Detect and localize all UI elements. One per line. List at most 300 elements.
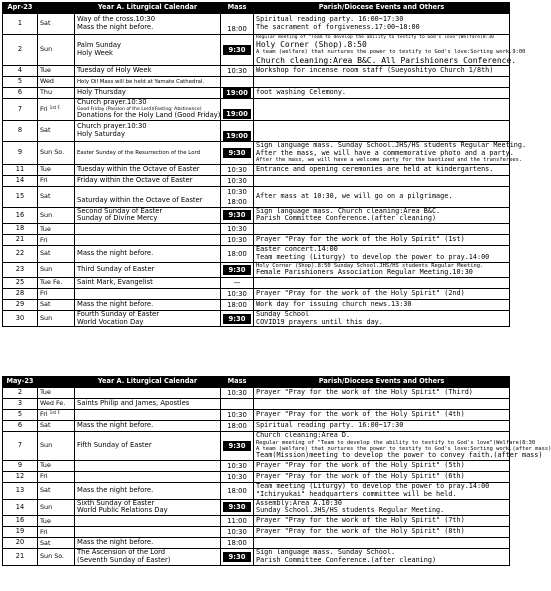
liturgical-line: Saints Philip and James, Apostles — [77, 399, 190, 408]
weekday-cell — [38, 277, 75, 288]
date-cell — [3, 516, 38, 527]
weekday-value: Tue — [40, 224, 51, 233]
date-cell — [3, 246, 38, 263]
mass-time-cell — [221, 421, 254, 432]
parish-event-line: Workshop for incense room staff (Sueyoshityo Church 1/8th) — [256, 65, 494, 74]
date-cell — [3, 235, 38, 246]
parish-events-cell — [254, 399, 510, 410]
liturgical-cell — [75, 175, 221, 186]
calendar-row — [3, 527, 510, 538]
liturgical-line: Holy Thursday — [77, 87, 126, 96]
liturgical-cell — [75, 76, 221, 87]
parish-event-line: Prayer "Pray for the work of the Holy Spirit" (6th) — [256, 472, 465, 481]
liturgical-cell — [75, 538, 221, 549]
weekday-cell — [38, 175, 75, 186]
date-cell — [3, 164, 38, 175]
date-cell — [3, 472, 38, 483]
liturgical-line: Saturday within the Octave of Easter — [77, 195, 203, 204]
liturgical-line: Sixth Sunday of Easter — [77, 498, 155, 507]
parish-event-line — [256, 400, 507, 408]
mass-header: Mass — [221, 3, 254, 14]
parish-event-line: Sign language mass. Church cleaning:Area B&C. — [256, 206, 441, 215]
parish-event-line: Prayer "Pray for the work of the Holy Spirit" (4th) — [256, 410, 465, 419]
parish-event-line: Team(Mission)meeting to develop the power to convey faith.(after mass) — [256, 451, 543, 460]
date-cell — [3, 310, 38, 327]
parish-event-line: Prayer "Pray for the work of the Holy Spirit" (1st) — [256, 235, 465, 244]
date-value: 15 — [15, 191, 25, 200]
mass-time-cell — [221, 186, 254, 207]
weekday-value: Sat — [40, 19, 51, 28]
april-calendar-table — [2, 2, 527, 327]
calendar-row — [3, 310, 510, 327]
weekday-cell — [38, 87, 75, 98]
weekday-cell — [38, 538, 75, 549]
liturgical-line: Mass the night before. — [77, 485, 154, 494]
mass-time: 10:30 — [227, 411, 247, 419]
date-value: 23 — [15, 265, 25, 274]
parish-events-cell — [254, 87, 510, 98]
weekday-cell — [38, 76, 75, 87]
mass-time — [221, 77, 253, 87]
calendar-row — [3, 472, 510, 483]
weekday-cell — [38, 288, 75, 299]
date-cell — [3, 87, 38, 98]
date-cell — [3, 538, 38, 549]
date-value: 18 — [15, 224, 25, 233]
liturgical-line: World Vocation Day — [77, 317, 144, 326]
mass-time — [221, 121, 253, 131]
parish-event-line: "Ichiryukai" headquarters committee will be held. — [256, 489, 457, 498]
date-value: 7 — [17, 441, 23, 450]
calendar-row — [3, 410, 510, 421]
mass-time: 10:30 — [227, 473, 247, 482]
weekday-cell — [38, 186, 75, 207]
liturgical-line: Mass the night before. — [77, 421, 154, 430]
parish-events-cell — [254, 186, 510, 207]
liturgical-line — [77, 411, 218, 419]
date-value: 21 — [15, 235, 25, 244]
mass-time-cell — [221, 299, 254, 310]
parish-events-cell — [254, 288, 510, 299]
mass-time-highlight: 9:30 — [223, 265, 251, 275]
liturgical-line: Donations for the Holy Land (Good Friday) — [77, 110, 221, 119]
liturgical-cell — [75, 65, 221, 76]
liturgical-line: Holy Week — [77, 48, 113, 57]
calendar-row — [3, 538, 510, 549]
mass-time: 10:30 — [227, 176, 247, 185]
liturgical-line: Church prayer.10:30 — [77, 121, 147, 130]
date-value: 16 — [15, 516, 25, 525]
calendar-header: Year A. Liturgical Calendar — [75, 3, 221, 14]
parish-events-cell — [254, 65, 510, 76]
mass-time-cell — [221, 207, 254, 224]
liturgical-cell — [75, 516, 221, 527]
liturgical-line: Mass the night before. — [77, 23, 154, 31]
parish-events-cell — [254, 235, 510, 246]
liturgical-line: Tuesday within the Octave of Easter — [77, 164, 200, 173]
parish-event-line: COVID19 prayers until this day. — [256, 317, 383, 326]
liturgical-cell — [75, 87, 221, 98]
weekday-cell — [38, 164, 75, 175]
parish-event-line: Team meeting (Liturgy) to develop the power to pray.14:00 — [256, 482, 490, 491]
weekday-cell — [38, 207, 75, 224]
parish-event-line: Sign language mass. Sunday School.JHS/HS students Regular Meeting. — [256, 140, 527, 149]
calendar-row — [3, 262, 510, 277]
mass-time-cell — [221, 472, 254, 483]
mass-time-cell — [221, 14, 254, 35]
mass-time: 18:00 — [227, 197, 247, 206]
parish-event-line: A team (welfare) that nurtures the power to testify to God's love:Sorting work.9:00 — [256, 49, 526, 56]
weekday-value: Thu — [40, 88, 53, 97]
mass-time-cell — [221, 164, 254, 175]
calendar-row — [3, 299, 510, 310]
date-value: 30 — [15, 313, 25, 322]
parish-event-line — [256, 539, 507, 547]
mass-time-cell — [221, 288, 254, 299]
mass-time-highlight: 9:30 — [223, 502, 251, 512]
liturgical-line: Way of the cross.10:30 — [77, 15, 156, 24]
day-header — [38, 3, 75, 14]
liturgical-line — [77, 389, 218, 397]
parish-events-cell — [254, 410, 510, 421]
date-cell — [3, 98, 38, 120]
weekday-value: Sun — [40, 45, 53, 54]
calendar-row — [3, 288, 510, 299]
parish-events-cell — [254, 499, 510, 516]
date-cell — [3, 549, 38, 566]
weekday-value: Sun — [40, 265, 53, 274]
date-cell — [3, 527, 38, 538]
liturgical-line: Second Sunday of Easter — [77, 206, 163, 215]
parish-events-cell — [254, 277, 510, 288]
mass-time: 10:30 — [227, 236, 247, 245]
parish-events-cell — [254, 207, 510, 224]
may-calendar-table — [2, 376, 551, 566]
liturgical-cell — [75, 120, 221, 141]
weekday-value: Tue — [40, 66, 51, 75]
weekday-cell — [38, 224, 75, 235]
date-value: 3 — [17, 399, 23, 408]
parish-header: Parish/Diocese Events and Others — [254, 3, 510, 14]
mass-time-cell — [221, 461, 254, 472]
liturgical-cell — [75, 472, 221, 483]
weekday-cell — [38, 549, 75, 566]
parish-event-line: Work day for issuing church news.13:30 — [256, 299, 412, 308]
parish-events-cell — [254, 310, 510, 327]
parish-event-line: Church cleaning:Area B&C. All Parishioners Conference. — [256, 55, 517, 65]
weekday-value: Sun — [40, 210, 53, 219]
weekday-cell — [38, 410, 75, 421]
liturgical-line: Palm Sunday — [77, 41, 122, 50]
mass-time-cell — [221, 527, 254, 538]
april-header-row — [3, 3, 510, 14]
parish-event-line: Church cleaning:Area D. — [256, 431, 351, 439]
may-rows — [3, 388, 551, 566]
date-value: 14 — [15, 502, 25, 511]
date-value: 7 — [17, 104, 23, 113]
parish-events-cell — [254, 98, 510, 120]
parish-events-cell — [254, 246, 510, 263]
weekday-cell — [38, 483, 75, 500]
calendar-row — [3, 35, 510, 66]
weekday-cell — [38, 472, 75, 483]
calendar-row — [3, 499, 510, 516]
parish-event-line: After the mass, we will have a commemorative photo and a party. — [256, 148, 514, 157]
mass-time: 18:00 — [227, 422, 247, 430]
parish-events-cell — [254, 14, 510, 35]
weekday-cell — [38, 499, 75, 516]
parish-event-line: Sign language mass. Sunday School. — [256, 548, 396, 557]
liturgical-line: Mass the night before. — [77, 249, 154, 258]
calendar-row — [3, 277, 510, 288]
date-cell — [3, 299, 38, 310]
liturgical-line: Easter Sunday of the Resurrection of the Lord — [77, 149, 201, 156]
date-value: 9 — [17, 147, 23, 156]
parish-events-cell — [254, 164, 510, 175]
parish-event-line: Assembly:Area A.10:30 — [256, 498, 342, 507]
liturgical-cell — [75, 499, 221, 516]
weekday-value: Sun — [40, 313, 53, 322]
date-cell — [3, 483, 38, 500]
parish-events-cell — [254, 549, 510, 566]
mass-time-cell — [221, 175, 254, 186]
weekday-cell — [38, 235, 75, 246]
weekday-value: Sun So. — [40, 552, 65, 561]
mass-time-cell — [221, 141, 254, 164]
calendar-row — [3, 87, 510, 98]
parish-events-cell — [254, 140, 527, 164]
weekday-cell — [38, 262, 75, 277]
liturgical-cell — [75, 246, 221, 263]
weekday-value: Tue — [40, 388, 51, 397]
date-cell — [3, 421, 38, 432]
mass-time: 18:00 — [227, 300, 247, 309]
date-value: 13 — [15, 486, 25, 495]
mass-time: 10:30 — [227, 389, 247, 397]
month-header: Apr-23 — [3, 3, 38, 14]
date-cell — [3, 277, 38, 288]
weekday-cell — [38, 461, 75, 472]
liturgical-cell — [75, 235, 221, 246]
mass-time-highlight: 9:30 — [223, 314, 251, 324]
weekday-value: Tue — [40, 164, 51, 173]
parish-event-line: Female Parishioners Association Regular Meeting.10:30 — [256, 268, 473, 277]
liturgical-line: Church prayer.10:30 — [77, 97, 147, 106]
parish-event-line: A team (welfare) that nurtures the power to testify to God's love:Sorting work.(after mass) — [256, 446, 551, 453]
calendar-row — [3, 141, 510, 164]
mass-time-cell — [221, 87, 254, 98]
calendar-header: Year A. Liturgical Calendar — [75, 377, 221, 388]
date-cell — [3, 388, 38, 399]
weekday-value: Fri — [40, 410, 48, 419]
parish-event-line: Prayer "Pray for the work of the Holy Spirit" (Third) — [256, 388, 473, 397]
parish-event-line: Spiritual reading party. 16:00~17:30 — [256, 421, 404, 430]
mass-time: 10:30 — [227, 462, 247, 471]
mass-time-cell — [221, 410, 254, 421]
calendar-row — [3, 432, 510, 461]
liturgical-line — [77, 528, 218, 536]
liturgical-cell — [75, 277, 221, 288]
date-value: 21 — [15, 552, 25, 561]
parish-event-line: Sunday School.JHS/HS students Regular Meeting. — [256, 506, 445, 515]
first-friday-note: 1st F. — [49, 104, 61, 110]
date-value: 11 — [15, 164, 25, 173]
mass-time — [221, 99, 253, 109]
liturgical-line — [77, 517, 218, 525]
mass-time-cell — [221, 98, 254, 120]
weekday-cell — [38, 421, 75, 432]
parish-event-line: Prayer "Pray for the work of the Holy Spirit" (7th) — [256, 516, 465, 525]
parish-event-line: foot washing Celemony. — [256, 87, 347, 96]
liturgical-cell — [75, 310, 221, 327]
date-value: 25 — [15, 278, 25, 287]
date-cell — [3, 224, 38, 235]
mass-time-cell — [221, 277, 254, 288]
mass-time-cell — [221, 65, 254, 76]
date-value: 28 — [15, 289, 25, 298]
liturgical-line — [77, 462, 218, 470]
calendar-row — [3, 399, 510, 410]
date-cell — [3, 76, 38, 87]
mass-time-highlight: 9:30 — [223, 441, 251, 451]
weekday-value: Sat — [40, 191, 51, 200]
weekday-value: Sat — [40, 126, 51, 135]
liturgical-line: (Seventh Sunday of Easter) — [77, 556, 171, 565]
weekday-cell — [38, 98, 75, 120]
parish-event-line — [256, 279, 507, 287]
liturgical-line: Holy Oil Mass will be held at Yamate Cathedral. — [77, 78, 205, 85]
mass-header: Mass — [221, 377, 254, 388]
weekday-value: Tue — [40, 461, 51, 470]
parish-events-cell — [254, 421, 510, 432]
mass-time-cell — [221, 76, 254, 87]
date-cell — [3, 432, 38, 461]
calendar-row — [3, 76, 510, 87]
mass-time-highlight: 9:30 — [223, 210, 251, 220]
parish-event-line — [256, 225, 507, 233]
weekday-value: Fri — [40, 175, 48, 184]
weekday-value: Fri — [40, 104, 48, 113]
weekday-value: Sat — [40, 249, 51, 258]
parish-event-line: Easter concert.14:00 — [256, 245, 338, 254]
april-rows — [3, 14, 527, 327]
calendar-row — [3, 175, 510, 186]
mass-time: 18:00 — [227, 250, 247, 259]
liturgical-cell — [75, 410, 221, 421]
mass-time-cell — [221, 516, 254, 527]
parish-events-cell — [254, 483, 510, 500]
calendar-row — [3, 388, 510, 399]
liturgical-line: Mass the night before. — [77, 538, 154, 547]
parish-event-line — [256, 127, 507, 135]
weekday-value: Sat — [40, 538, 51, 547]
liturgical-line: World Public Relations Day — [77, 506, 168, 515]
mass-time-cell — [221, 549, 254, 566]
mass-time-cell — [221, 35, 254, 66]
date-value: 16 — [15, 210, 25, 219]
mass-time: 10:30 — [227, 187, 247, 196]
mass-time-highlight: 19:00 — [223, 131, 251, 141]
date-value: 4 — [17, 66, 23, 75]
parish-events-cell — [254, 516, 510, 527]
calendar-row — [3, 65, 510, 76]
date-value: 6 — [17, 88, 23, 97]
weekday-cell — [38, 516, 75, 527]
mass-time: 10:30 — [227, 225, 247, 234]
liturgical-cell — [75, 483, 221, 500]
mass-time: 11:00 — [227, 517, 247, 526]
parish-event-line: Prayer "Pray for the work of the Holy Spirit" (5th) — [256, 461, 465, 470]
liturgical-cell — [75, 288, 221, 299]
date-cell — [3, 120, 38, 141]
date-cell — [3, 288, 38, 299]
parish-events-cell — [254, 224, 510, 235]
parish-event-line: Regular meeting of "Team to develop the ability to testify to God's love"(Welfare)8:30 — [256, 35, 494, 40]
mass-time-cell — [221, 499, 254, 516]
parish-events-cell — [254, 175, 510, 186]
mass-time-highlight: 19:00 — [223, 88, 251, 98]
date-cell — [3, 207, 38, 224]
parish-event-line — [256, 78, 507, 86]
weekday-cell — [38, 141, 75, 164]
liturgical-cell — [75, 14, 221, 35]
liturgical-line: Good Friday (Passion of the Lord)(Fasting: Abstinence) — [77, 106, 202, 112]
weekday-cell — [38, 527, 75, 538]
weekday-value: Sat — [40, 300, 51, 309]
mass-time-cell — [221, 262, 254, 277]
date-cell — [3, 461, 38, 472]
weekday-cell — [38, 65, 75, 76]
date-value: 2 — [17, 388, 23, 397]
parish-events-cell — [254, 388, 510, 399]
may-header-row — [3, 377, 510, 388]
calendar-row — [3, 549, 510, 566]
weekday-value: Tue Fe. — [40, 278, 63, 287]
day-header — [38, 377, 75, 388]
mass-time-cell — [221, 310, 254, 327]
date-value: 22 — [15, 249, 25, 258]
mass-time: 18:00 — [227, 539, 247, 548]
mass-time-cell — [221, 432, 254, 461]
mass-time — [221, 14, 253, 24]
mass-time: 18:00 — [227, 25, 247, 33]
month-header: May-23 — [3, 377, 38, 388]
parish-events-cell — [254, 35, 526, 66]
mass-time-cell — [221, 224, 254, 235]
calendar-row — [3, 461, 510, 472]
first-friday-note: 1st F. — [49, 410, 61, 416]
parish-event-line: Prayer "Pray for the work of the Holy Spirit" (2nd) — [256, 288, 465, 297]
date-cell — [3, 141, 38, 164]
weekday-value: Sat — [40, 486, 51, 495]
mass-time: 10:30 — [227, 165, 247, 174]
liturgical-cell — [75, 35, 221, 66]
weekday-value: Wed — [40, 77, 54, 86]
liturgical-line: The Ascension of the Lord — [77, 548, 166, 557]
weekday-value: Sun So. — [40, 148, 65, 156]
date-cell — [3, 65, 38, 76]
mass-time-highlight: 19:00 — [223, 109, 251, 119]
mass-time: 10:30 — [227, 528, 247, 537]
date-value: 9 — [17, 461, 23, 470]
calendar-row — [3, 186, 510, 207]
parish-event-line — [256, 105, 507, 113]
liturgical-line — [77, 236, 218, 244]
mass-time — [221, 399, 253, 409]
liturgical-cell — [75, 98, 221, 120]
parish-events-cell — [254, 76, 510, 87]
date-value: 29 — [15, 300, 25, 309]
